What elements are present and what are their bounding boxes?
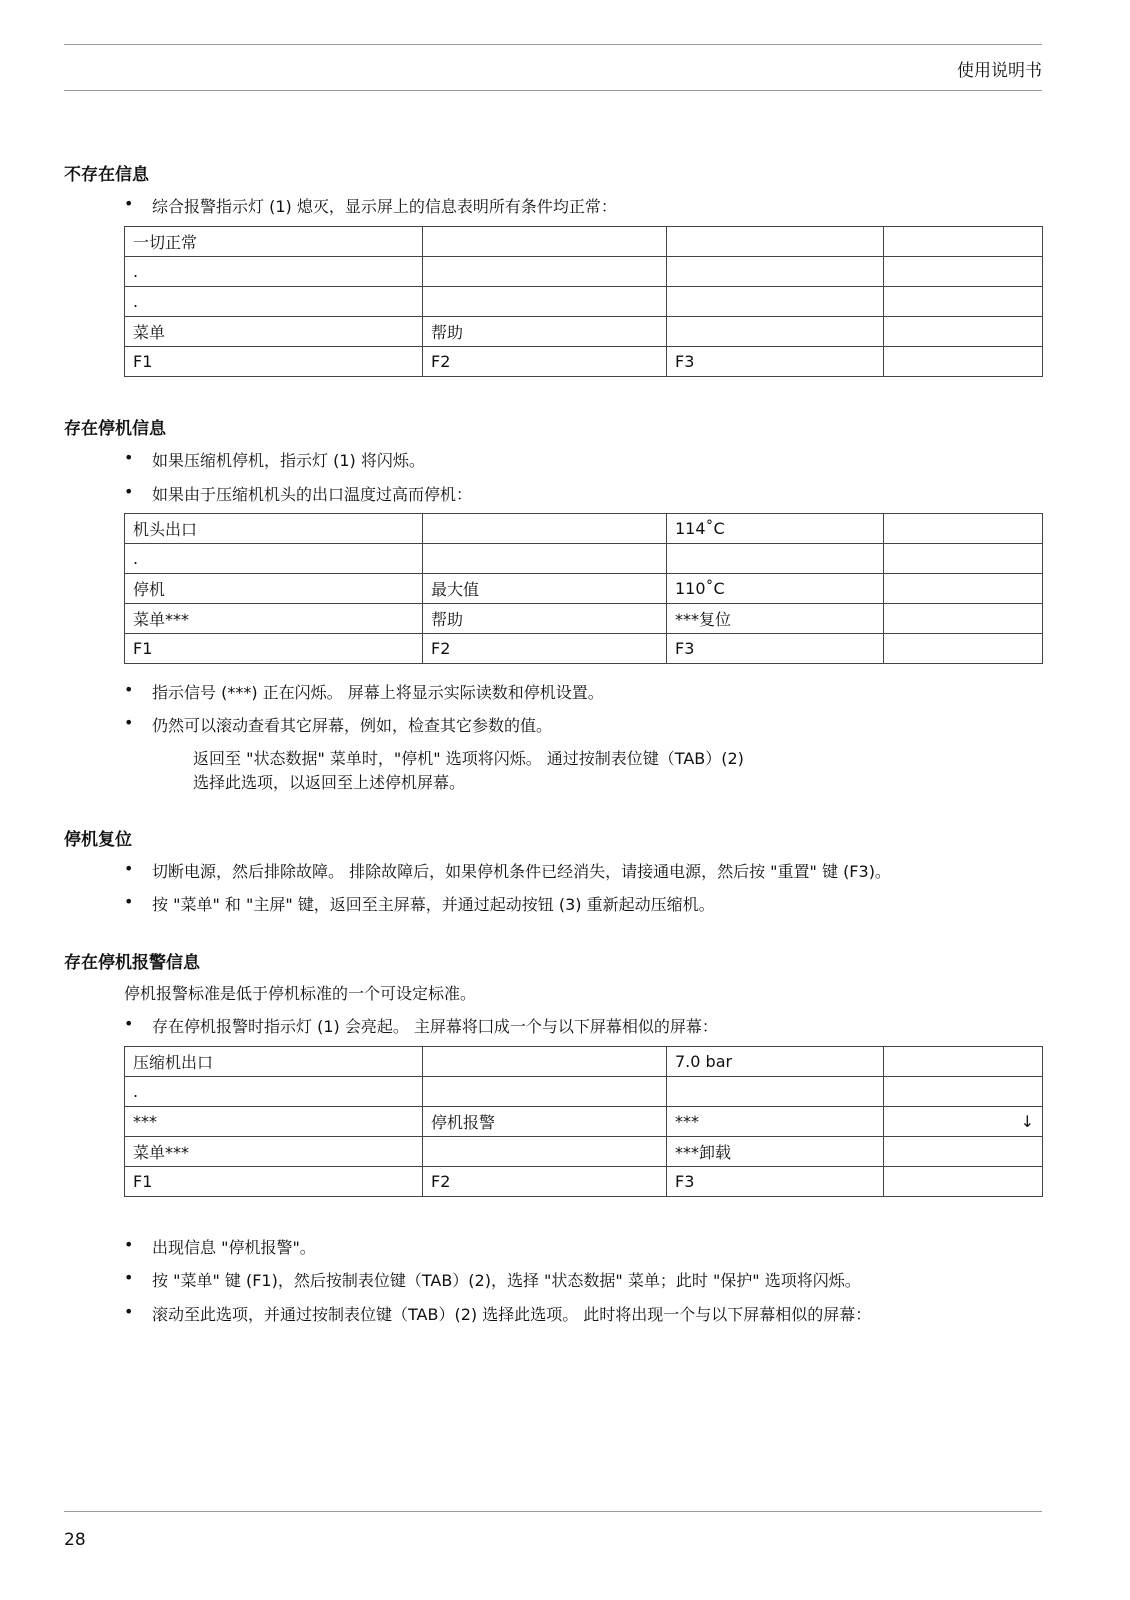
table-cell xyxy=(423,287,667,317)
bullet-item: • 切断电源，然后排除故障。 排除故障后，如果停机条件已经消失，请接通电源，然后按 "重置" 键 (F3)。 xyxy=(124,859,891,882)
table-cell: ***卸载 xyxy=(667,1137,884,1167)
table-cell xyxy=(884,287,1043,317)
table-cell: 帮助 xyxy=(423,317,667,347)
table-row xyxy=(125,1077,1043,1107)
table-cell: F2 xyxy=(423,1167,667,1197)
note-text-line: 选择此选项，以返回至上述停机屏幕。 xyxy=(193,773,466,792)
table-row xyxy=(125,574,1043,604)
table-cell: . xyxy=(125,257,423,287)
table-cell: 110˚C xyxy=(667,574,884,604)
table-cell: ***复位 xyxy=(667,604,884,634)
section-heading-shutdown-message: 存在停机信息 xyxy=(64,419,166,439)
bullet-item: • 按 "菜单" 和 "主屏" 键，返回至主屏幕，并通过起动按钮 (3) 重新起动压缩机。 xyxy=(124,892,715,915)
display-screen-table-normal xyxy=(124,226,1043,377)
table-cell: F3 xyxy=(667,634,884,664)
arrow-down-icon: ↓ xyxy=(884,1107,1043,1137)
table-cell: 114˚C xyxy=(667,514,884,544)
table-cell: F1 xyxy=(125,634,423,664)
table-cell xyxy=(884,347,1043,377)
table-cell xyxy=(884,1047,1043,1077)
table-cell xyxy=(884,634,1043,664)
table-row xyxy=(125,1167,1043,1197)
table-cell xyxy=(667,287,884,317)
table-cell xyxy=(423,544,667,574)
table-row xyxy=(125,1107,1043,1137)
note-text-line: 返回至 "状态数据" 菜单时，"停机" 选项将闪烁。 通过按制表位键（TAB）(2) xyxy=(193,749,744,768)
table-cell: 菜单 xyxy=(125,317,423,347)
display-screen-table-warning xyxy=(124,1046,1043,1197)
table-cell: 7.0 bar xyxy=(667,1047,884,1077)
table-row xyxy=(125,1137,1043,1167)
table-cell xyxy=(667,257,884,287)
table-cell: . xyxy=(125,1077,423,1107)
table-cell: 菜单*** xyxy=(125,1137,423,1167)
table-row xyxy=(125,604,1043,634)
table-cell xyxy=(667,227,884,257)
header-top-rule xyxy=(64,44,1042,45)
table-cell xyxy=(423,1077,667,1107)
table-cell: 停机报警 xyxy=(423,1107,667,1137)
section-heading-shutdown-warning: 存在停机报警信息 xyxy=(64,953,200,973)
table-cell xyxy=(423,257,667,287)
table-cell: F3 xyxy=(667,347,884,377)
table-row xyxy=(125,257,1043,287)
table-cell xyxy=(884,1077,1043,1107)
table-cell: F2 xyxy=(423,347,667,377)
table-cell: 菜单*** xyxy=(125,604,423,634)
table-cell: 最大值 xyxy=(423,574,667,604)
table-row xyxy=(125,1047,1043,1077)
table-cell: 一切正常 xyxy=(125,227,423,257)
table-cell xyxy=(884,257,1043,287)
table-cell xyxy=(884,227,1043,257)
table-cell xyxy=(884,544,1043,574)
bullet-item: • 如果压缩机停机，指示灯 (1) 将闪烁。 xyxy=(124,448,425,471)
bullet-item: • 出现信息 "停机报警"。 xyxy=(124,1235,316,1258)
bullet-item: • 综合报警指示灯 (1) 熄灭，显示屏上的信息表明所有条件均正常： xyxy=(124,194,617,217)
section-heading-no-message: 不存在信息 xyxy=(64,165,149,185)
table-cell: 帮助 xyxy=(423,604,667,634)
table-row xyxy=(125,227,1043,257)
table-row xyxy=(125,347,1043,377)
bullet-item: • 指示信号 (***) 正在闪烁。 屏幕上将显示实际读数和停机设置。 xyxy=(124,680,604,703)
table-cell xyxy=(423,1137,667,1167)
table-cell xyxy=(423,514,667,544)
bullet-item: • 如果由于压缩机机头的出口温度过高而停机： xyxy=(124,482,472,505)
table-cell: *** xyxy=(667,1107,884,1137)
table-cell: . xyxy=(125,544,423,574)
section-heading-shutdown-reset: 停机复位 xyxy=(64,830,132,850)
bullet-item: • 滚动至此选项，并通过按制表位键（TAB）(2) 选择此选项。 此时将出现一个与以下屏幕相似的屏幕： xyxy=(124,1302,871,1325)
display-screen-table-shutdown xyxy=(124,513,1043,664)
table-cell xyxy=(423,227,667,257)
table-cell: . xyxy=(125,287,423,317)
table-cell: F1 xyxy=(125,347,423,377)
footer-rule xyxy=(64,1511,1042,1512)
table-cell xyxy=(884,1167,1043,1197)
table-cell xyxy=(423,1047,667,1077)
table-cell xyxy=(667,1077,884,1107)
table-cell xyxy=(884,574,1043,604)
document-title: 使用说明书 xyxy=(957,61,1042,81)
table-cell: 压缩机出口 xyxy=(125,1047,423,1077)
table-cell xyxy=(884,604,1043,634)
header-bottom-rule xyxy=(64,90,1042,91)
bullet-item: • 仍然可以滚动查看其它屏幕，例如，检查其它参数的值。 xyxy=(124,713,552,736)
table-cell xyxy=(884,514,1043,544)
table-row xyxy=(125,287,1043,317)
table-cell: 停机 xyxy=(125,574,423,604)
table-cell: F3 xyxy=(667,1167,884,1197)
table-cell xyxy=(667,317,884,347)
table-row xyxy=(125,317,1043,347)
table-cell: F1 xyxy=(125,1167,423,1197)
table-cell xyxy=(884,1137,1043,1167)
bullet-item: • 按 "菜单" 键 (F1)，然后按制表位键（TAB）(2)，选择 "状态数据" 菜单；此时 "保护" 选项将闪烁。 xyxy=(124,1268,861,1291)
page-number: 28 xyxy=(64,1530,86,1550)
table-row xyxy=(125,634,1043,664)
table-row xyxy=(125,544,1043,574)
table-cell: 机头出口 xyxy=(125,514,423,544)
table-cell xyxy=(884,317,1043,347)
intro-text: 停机报警标准是低于停机标准的一个可设定标准。 xyxy=(124,984,477,1003)
table-cell xyxy=(667,544,884,574)
table-cell: *** xyxy=(125,1107,423,1137)
table-cell: F2 xyxy=(423,634,667,664)
bullet-item: • 存在停机报警时指示灯 (1) 会亮起。 主屏幕将囗成一个与以下屏幕相似的屏幕： xyxy=(124,1014,718,1037)
table-row xyxy=(125,514,1043,544)
